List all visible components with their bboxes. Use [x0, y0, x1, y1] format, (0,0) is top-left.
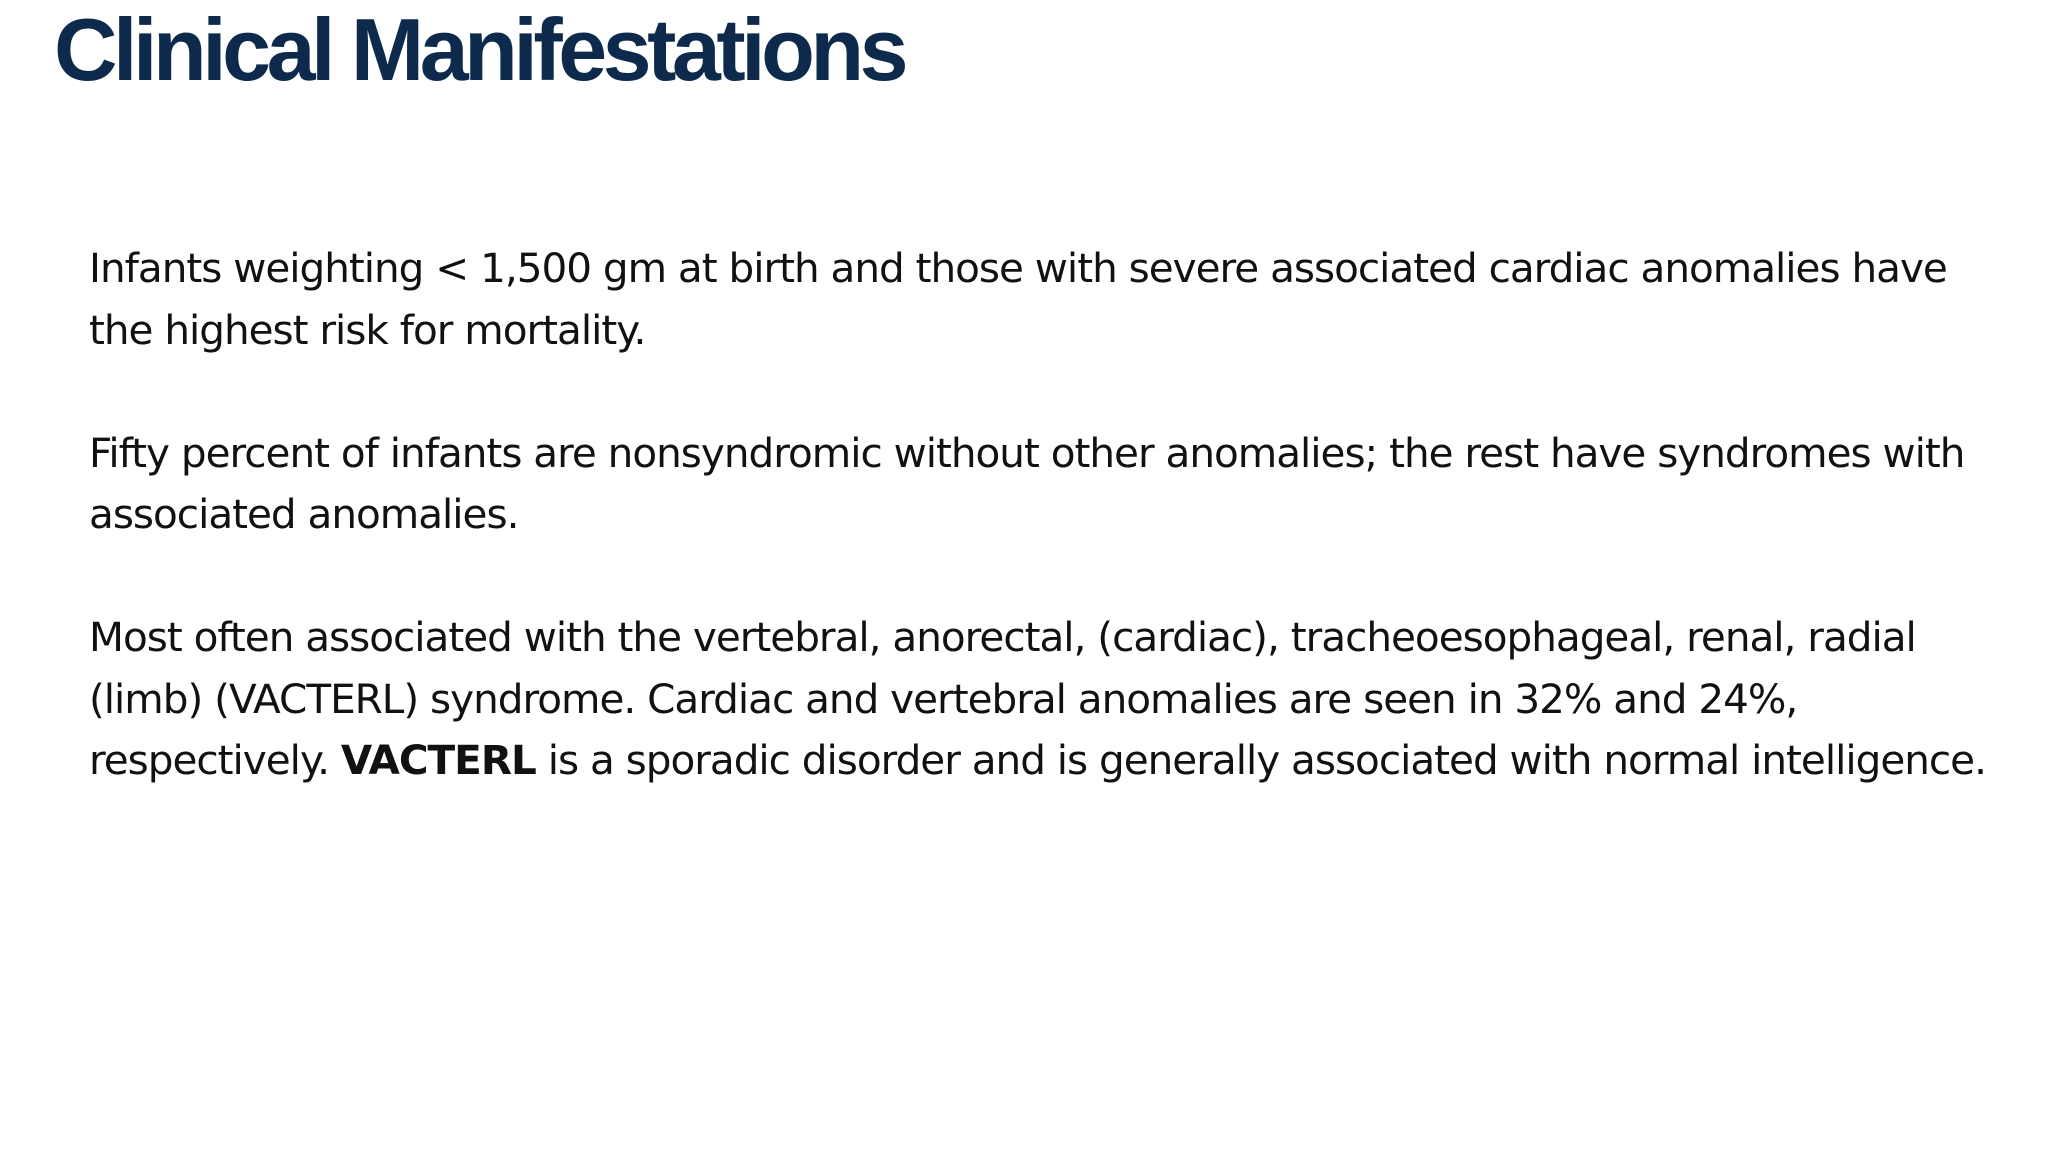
paragraph-syndromic-status: Fifty percent of infants are nonsyndromic without other anomalies; the rest have syndromes with associated anomalies.	[89, 428, 1965, 538]
slide-title: Clinical Manifestations	[54, 0, 905, 99]
slide-body	[89, 238, 2019, 853]
vacterl-bold-term: VACTERL	[340, 736, 536, 784]
vacterl-text-after: is a sporadic disorder and is generally associated with normal intelligence.	[535, 736, 1986, 784]
paragraph-mortality-risk: Infants weighting < 1,500 gm at birth and those with severe associated cardiac anomalies have the highest risk for mortality.	[89, 244, 1947, 354]
vacterl-text-before: Most often associated with the vertebral, anorectal, (cardiac), tracheoesophageal, renal, radial (limb) (VACTERL) syndrome. Cardiac and vertebral anomalies are seen in 32% and 24%, respectively.	[89, 613, 1916, 784]
paragraph-vacterl-association	[89, 607, 2019, 792]
